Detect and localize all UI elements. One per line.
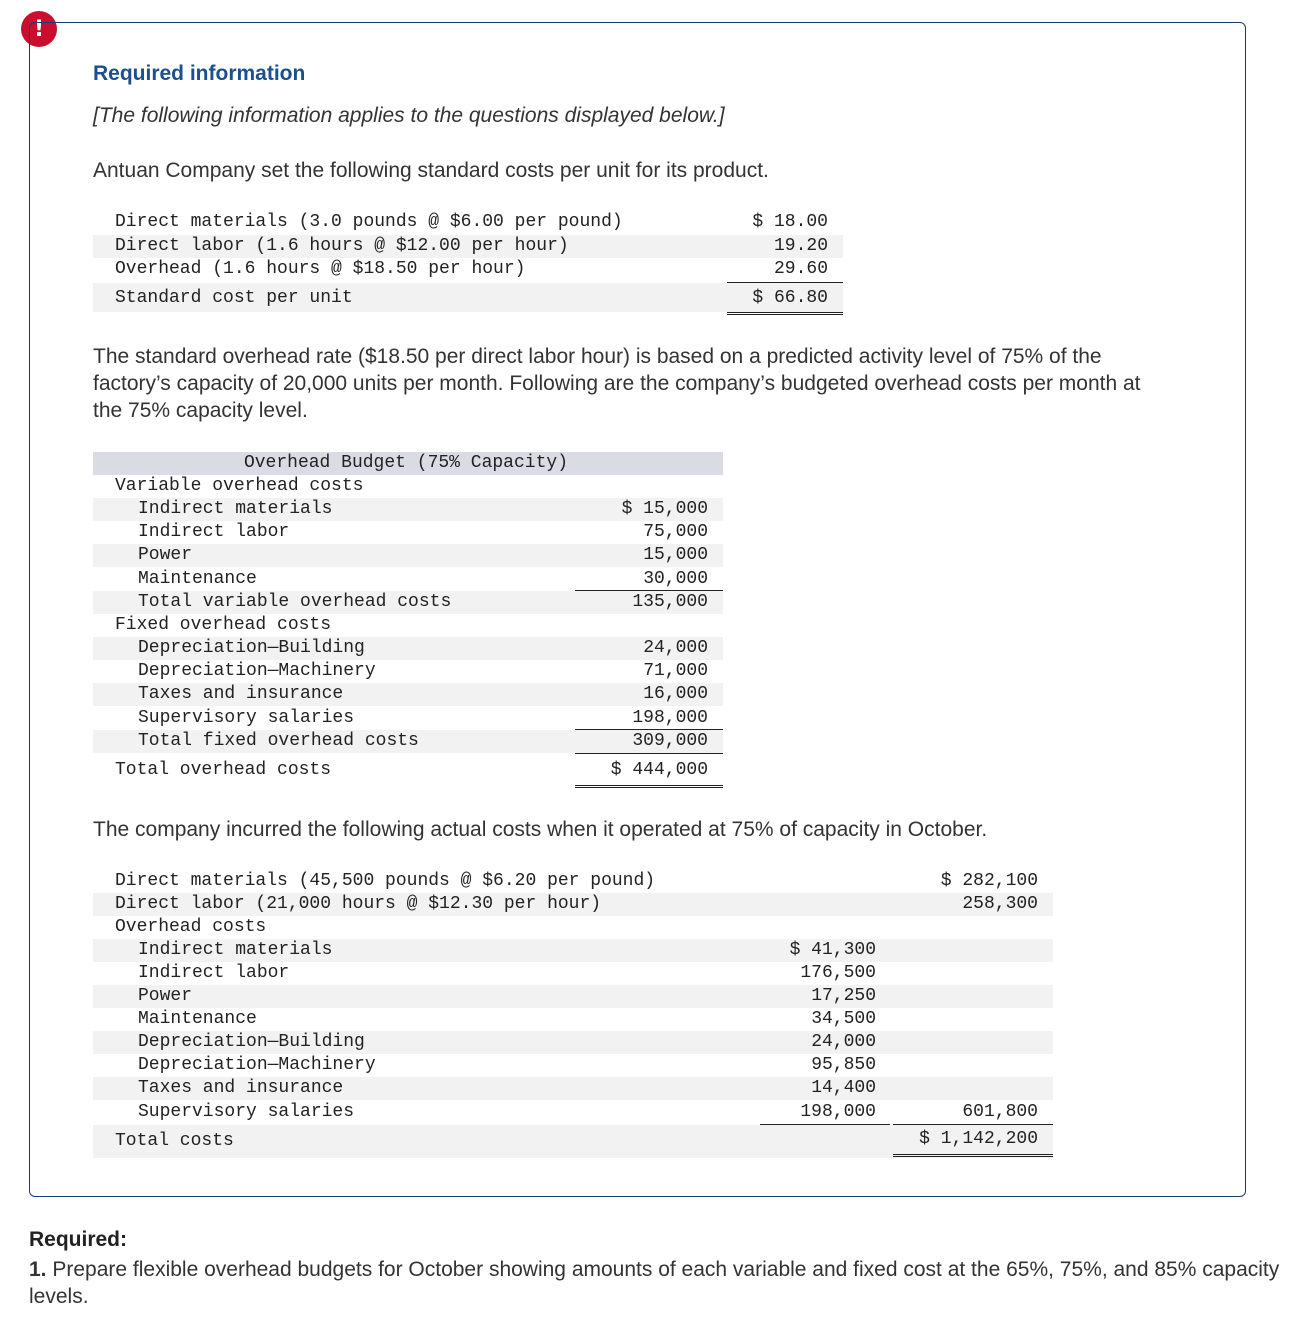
budget-fixed-total-value: 309,000 [632,731,708,751]
actual-item-label: Supervisory salaries [138,1102,355,1122]
actual-overhead-heading: Overhead costs [115,917,267,937]
actual-item-value: 34,500 [811,1009,876,1029]
budget-fixed-total-label: Total fixed overhead costs [138,731,419,751]
budget-item-value: 75,000 [643,522,708,542]
budget-item-label: Supervisory salaries [138,708,355,728]
std-total-label: Standard cost per unit [115,288,353,308]
actual-item-label: Maintenance [138,1009,257,1029]
actual-item-label: Depreciation—Machinery [138,1055,376,1075]
budget-item-label: Depreciation—Machinery [138,661,376,681]
required-title: Required: [29,1228,128,1251]
required-text [29,1256,1289,1310]
std-row-label: Direct materials (3.0 pounds @ $6.00 per pound) [115,212,623,232]
budget-item-label: Depreciation—Building [138,638,365,658]
budget-item-value: 16,000 [643,684,708,704]
section-heading: Required information [93,62,306,85]
actual-total-label: Total costs [115,1131,234,1151]
actual-dl-value: 258,300 [962,894,1038,914]
intro-text: [The following information applies to the questions displayed below.] [93,104,725,127]
actual-dm-value: $ 282,100 [940,871,1038,891]
paragraph-actual-costs: The company incurred the following actual costs when it operated at 75% of capacity in October. [93,818,988,841]
actual-item-label: Taxes and insurance [138,1078,344,1098]
actual-total-value: $ 1,142,200 [919,1129,1038,1149]
actual-overhead-total: 601,800 [962,1102,1038,1122]
actual-item-value: 95,850 [811,1055,876,1075]
budget-variable-heading: Variable overhead costs [115,476,364,496]
actual-item-value: 198,000 [800,1102,876,1122]
budget-item-label: Indirect labor [138,522,290,542]
actual-dl-label: Direct labor (21,000 hours @ $12.30 per hour) [115,894,602,914]
required-number: 1. [29,1258,47,1281]
paragraph-overhead-rate: The standard overhead rate ($18.50 per direct labor hour) is based on a predicted activity level of 75% of the factory’s capacity of 20,000 units per month. Following are the company’s budgeted overhead costs per month at the 75% capacity level. [93,345,1141,422]
required-instruction: Prepare flexible overhead budgets for October showing amounts of each variable and fixed cost at the 65%, 75%, and 85% capacity levels. [29,1258,1280,1308]
budget-item-label: Taxes and insurance [138,684,344,704]
std-row-label: Direct labor (1.6 hours @ $12.00 per hour) [115,236,569,256]
budget-item-label: Indirect materials [138,499,333,519]
budget-variable-total-value: 135,000 [632,592,708,612]
budget-item-value: $ 15,000 [621,499,708,519]
actual-item-value: 17,250 [811,986,876,1006]
budget-grand-total-label: Total overhead costs [115,760,332,780]
actual-item-value: 24,000 [811,1032,876,1052]
paragraph-standard-costs: Antuan Company set the following standard costs per unit for its product. [93,159,769,182]
budget-item-label: Power [138,545,193,565]
alert-icon: ! [21,11,57,47]
budget-variable-total-label: Total variable overhead costs [138,592,452,612]
actual-item-value: $ 41,300 [789,940,876,960]
actual-item-label: Power [138,986,193,1006]
std-row-value: 19.20 [773,236,828,256]
actual-item-label: Depreciation—Building [138,1032,365,1052]
budget-item-value: 198,000 [632,708,708,728]
actual-item-value: 14,400 [811,1078,876,1098]
actual-item-label: Indirect materials [138,940,333,960]
std-total-value: $ 66.80 [752,288,828,308]
budget-item-value: 71,000 [643,661,708,681]
actual-item-value: 176,500 [800,963,876,983]
budget-item-value: 30,000 [643,569,708,589]
budget-item-value: 24,000 [643,638,708,658]
std-row-label: Overhead (1.6 hours @ $18.50 per hour) [115,259,526,279]
actual-dm-label: Direct materials (45,500 pounds @ $6.20 per pound) [115,871,656,891]
budget-header: Overhead Budget (75% Capacity) [243,453,568,473]
budget-item-value: 15,000 [643,545,708,565]
budget-fixed-heading: Fixed overhead costs [115,615,332,635]
std-row-value: 29.60 [773,259,828,279]
std-row-value: $ 18.00 [752,212,828,232]
budget-grand-total-value: $ 444,000 [610,760,708,780]
actual-item-label: Indirect labor [138,963,290,983]
budget-item-label: Maintenance [138,569,257,589]
